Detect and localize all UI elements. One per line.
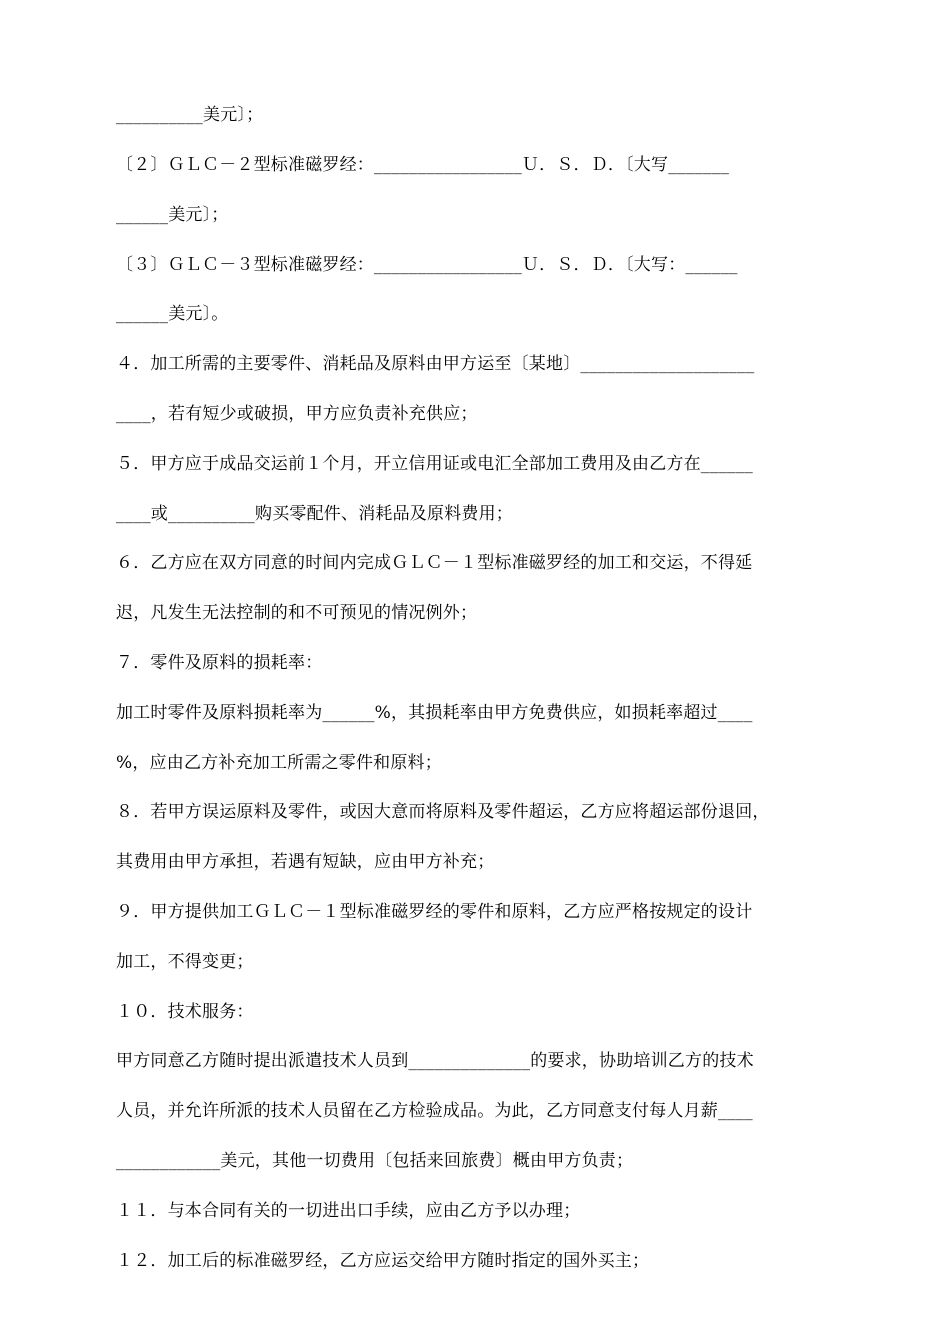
- text-line-19: １０．技术服务：: [116, 1002, 254, 1022]
- text-line-21: 人员，并允许所派的技术人员留在乙方检验成品。为此，乙方同意支付每人月薪____: [116, 1101, 753, 1121]
- text-line-13: 加工时零件及原料损耗率为______%，其损耗率由甲方免费供应，如损耗率超过____: [116, 703, 753, 723]
- text-line-6: ４．加工所需的主要零件、消耗品及原料由甲方运至〔某地〕____________________: [116, 354, 755, 374]
- text-line-22: ____________美元，其他一切费用〔包括来回旅费〕概由甲方负责；: [116, 1151, 634, 1171]
- text-line-16: 其费用由甲方承担，若遇有短缺，应由甲方补充；: [116, 852, 495, 872]
- text-line-12: ７．零件及原料的损耗率：: [116, 653, 323, 673]
- text-line-3: ______美元〕；: [116, 205, 229, 225]
- text-line-20: 甲方同意乙方随时提出派遣技术人员到______________的要求，协助培训乙方的技术: [116, 1051, 754, 1071]
- text-line-8: ５．甲方应于成品交运前１个月，开立信用证或电汇全部加工费用及由乙方在______: [116, 454, 753, 474]
- text-line-10: ６．乙方应在双方同意的时间内完成ＧＬＣ－１型标准磁罗经的加工和交运，不得延: [116, 553, 753, 573]
- text-line-17: ９．甲方提供加工ＧＬＣ－１型标准磁罗经的零件和原料，乙方应严格按规定的设计: [116, 902, 753, 922]
- text-line-5: ______美元〕。: [116, 304, 229, 324]
- text-line-9: ____或__________购买零配件、消耗品及原料费用；: [116, 504, 513, 524]
- text-line-18: 加工，不得变更；: [116, 952, 254, 972]
- text-line-2: 〔２〕ＧＬＣ－２型标准磁罗经：_________________Ｕ．Ｓ．Ｄ．〔大写_______: [116, 155, 730, 175]
- text-line-15: ８．若甲方误运原料及零件，或因大意而将原料及零件超运，乙方应将超运部份退回，: [116, 802, 770, 822]
- text-line-7: ____，若有短少或破损，甲方应负责补充供应；: [116, 404, 478, 424]
- text-line-24: １２．加工后的标准磁罗经，乙方应运交给甲方随时指定的国外买主；: [116, 1251, 650, 1271]
- text-line-14: %，应由乙方补充加工所需之零件和原料；: [116, 753, 442, 773]
- text-line-1: __________美元〕；: [116, 105, 264, 125]
- text-line-23: １１．与本合同有关的一切进出口手续，应由乙方予以办理；: [116, 1201, 581, 1221]
- text-line-11: 迟，凡发生无法控制的和不可预见的情况例外；: [116, 603, 478, 623]
- text-line-4: 〔３〕ＧＬＣ－３型标准磁罗经：_________________Ｕ．Ｓ．Ｄ．〔大写：______: [116, 255, 738, 275]
